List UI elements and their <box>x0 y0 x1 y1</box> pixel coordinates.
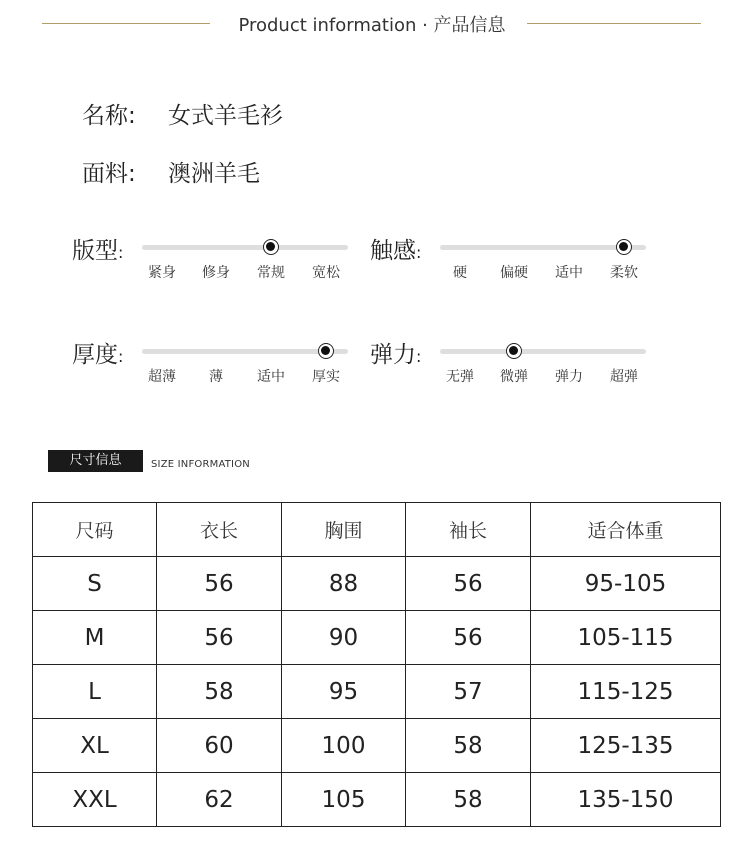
scale-option: 柔软 <box>610 265 638 281</box>
cell-length: 60 <box>157 719 282 773</box>
cell-size: L <box>33 665 157 719</box>
product-fabric-row <box>82 155 260 188</box>
cell-bust: 95 <box>282 665 406 719</box>
scale-option: 偏硬 <box>500 265 528 281</box>
scale-track <box>440 349 646 354</box>
size-table <box>32 502 721 827</box>
scale-option: 超薄 <box>148 369 176 385</box>
header-divider-right <box>527 23 701 24</box>
header-divider-left <box>42 23 210 24</box>
product-name-row <box>82 97 283 130</box>
attribute-label-text: 触感 <box>370 238 416 264</box>
attribute-colon: : <box>416 347 422 366</box>
cell-length: 56 <box>157 611 282 665</box>
cell-bust: 105 <box>282 773 406 827</box>
attribute-label-text: 弹力 <box>370 342 416 368</box>
header-weight: 适合体重 <box>531 503 721 557</box>
product-name-value: 女式羊毛衫 <box>168 103 283 129</box>
table-row <box>33 557 721 611</box>
cell-size: M <box>33 611 157 665</box>
cell-bust: 88 <box>282 557 406 611</box>
header-size: 尺码 <box>33 503 157 557</box>
scale-option: 修身 <box>202 265 230 281</box>
cell-weight: 115-125 <box>531 665 721 719</box>
table-row <box>33 719 721 773</box>
scale-selected-marker <box>263 239 279 255</box>
header-length: 衣长 <box>157 503 282 557</box>
scale-selected-marker <box>318 343 334 359</box>
table-row <box>33 665 721 719</box>
attribute-label <box>72 336 123 369</box>
scale-option: 微弹 <box>500 369 528 385</box>
scale-option: 适中 <box>555 265 583 281</box>
scale-option: 厚实 <box>312 369 340 385</box>
product-fabric-value: 澳洲羊毛 <box>168 161 260 187</box>
attribute-colon: : <box>118 243 124 262</box>
attribute-label <box>370 336 421 369</box>
scale-option: 硬 <box>453 265 467 281</box>
cell-sleeve: 56 <box>406 611 531 665</box>
scale-option: 适中 <box>257 369 285 385</box>
cell-size: S <box>33 557 157 611</box>
scale-option: 宽松 <box>312 265 340 281</box>
product-name-label: 名称: <box>82 103 136 129</box>
cell-sleeve: 57 <box>406 665 531 719</box>
cell-bust: 90 <box>282 611 406 665</box>
cell-bust: 100 <box>282 719 406 773</box>
scale-option: 常规 <box>257 265 285 281</box>
attribute-label <box>370 232 421 265</box>
scale-selected-marker <box>506 343 522 359</box>
cell-weight: 125-135 <box>531 719 721 773</box>
scale-selected-marker <box>616 239 632 255</box>
size-info-subtitle: SIZE INFORMATION <box>151 459 250 470</box>
attribute-label-text: 厚度 <box>72 342 118 368</box>
scale-track <box>142 245 348 250</box>
size-info-tag: 尺寸信息 <box>48 450 143 472</box>
attribute-label-text: 版型 <box>72 238 118 264</box>
table-row <box>33 773 721 827</box>
cell-size: XXL <box>33 773 157 827</box>
cell-sleeve: 58 <box>406 719 531 773</box>
product-fabric-label: 面料: <box>82 161 136 187</box>
cell-size: XL <box>33 719 157 773</box>
attribute-label <box>72 232 123 265</box>
header-bust: 胸围 <box>282 503 406 557</box>
attribute-colon: : <box>416 243 422 262</box>
scale-option: 无弹 <box>446 369 474 385</box>
cell-weight: 135-150 <box>531 773 721 827</box>
scale-option: 紧身 <box>148 265 176 281</box>
size-table-header-row <box>33 503 721 557</box>
cell-sleeve: 58 <box>406 773 531 827</box>
table-row <box>33 611 721 665</box>
cell-weight: 105-115 <box>531 611 721 665</box>
cell-length: 58 <box>157 665 282 719</box>
scale-option: 超弹 <box>610 369 638 385</box>
section-title: Product information · 产品信息 <box>238 15 506 36</box>
cell-length: 56 <box>157 557 282 611</box>
cell-weight: 95-105 <box>531 557 721 611</box>
header-sleeve: 袖长 <box>406 503 531 557</box>
cell-length: 62 <box>157 773 282 827</box>
attribute-colon: : <box>118 347 124 366</box>
scale-option: 弹力 <box>555 369 583 385</box>
scale-option: 薄 <box>209 369 223 385</box>
cell-sleeve: 56 <box>406 557 531 611</box>
